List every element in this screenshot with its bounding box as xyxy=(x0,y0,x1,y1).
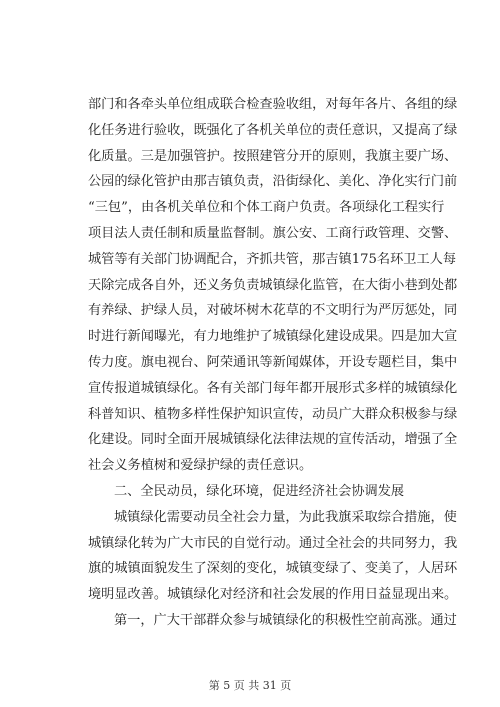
page-number: 第 5 页 共 31 页 xyxy=(208,679,292,692)
text-line: 旗的城镇面貌发生了深刻的变化，城镇变绿了、变美了，人居环 xyxy=(88,561,458,577)
body-text xyxy=(88,92,458,634)
text-line: 化任务进行验收，既强化了各机关单位的责任意识，又提高了绿 xyxy=(88,122,458,138)
text-line: 有养绿、护绿人员，对破坏树木花草的不文明行为严厉惩处，同 xyxy=(88,303,458,319)
text-line: 城镇绿化转为广大市民的自觉行动。通过全社会的共同努力，我 xyxy=(88,535,458,551)
text-line: 城管等有关部门协调配合，齐抓共管，那吉镇175名环卫工人每 xyxy=(88,251,457,267)
text-line: 城镇绿化需要动员全社会力量，为此我旗采取综合措施，使 xyxy=(114,509,457,525)
text-line: 公园的绿化管护由那吉镇负责，沿街绿化、美化、净化实行门前 xyxy=(88,174,458,190)
text-line: 境明显改善。城镇绿化对经济和社会发展的作用日益显现出来。 xyxy=(88,587,458,603)
text-line: “三包”，由各机关单位和个体工商户负责。各项绿化工程实行 xyxy=(88,200,445,216)
text-line: 时进行新闻曝光，有力地维护了城镇绿化建设成果。四是加大宣 xyxy=(88,329,458,345)
text-line: 传力度。旗电视台、阿荣通讯等新闻媒体，开设专题栏目，集中 xyxy=(88,354,458,370)
text-line: 宣传报道城镇绿化。各有关部门每年都开展形式多样的城镇绿化 xyxy=(88,380,458,396)
text-line: 第一，广大干部群众参与城镇绿化的积极性空前高涨。通过 xyxy=(114,612,457,628)
section-heading: 二、全民动员，绿化环境，促进经济社会协调发展 xyxy=(114,483,405,499)
text-line: 化建设。同时全面开展城镇绿化法律法规的宣传活动，增强了全 xyxy=(88,432,458,448)
text-line: 部门和各牵头单位组成联合检查验收组，对每年各片、各组的绿 xyxy=(88,97,458,112)
text-line: 科普知识、植物多样性保护知识宣传，动员广大群众积极参与绿 xyxy=(88,406,458,422)
text-line: 项目法人责任制和质量监督制。旗公安、工商行政管理、交警、 xyxy=(88,225,458,241)
text-line: 天除完成各自外，还义务负责城镇绿化监管，在大街小巷到处都 xyxy=(88,277,458,293)
text-line: 化质量。三是加强管护。按照建管分开的原则，我旗主要广场、 xyxy=(88,148,458,164)
text-line: 社会义务植树和爱绿护绿的责任意识。 xyxy=(88,458,313,474)
